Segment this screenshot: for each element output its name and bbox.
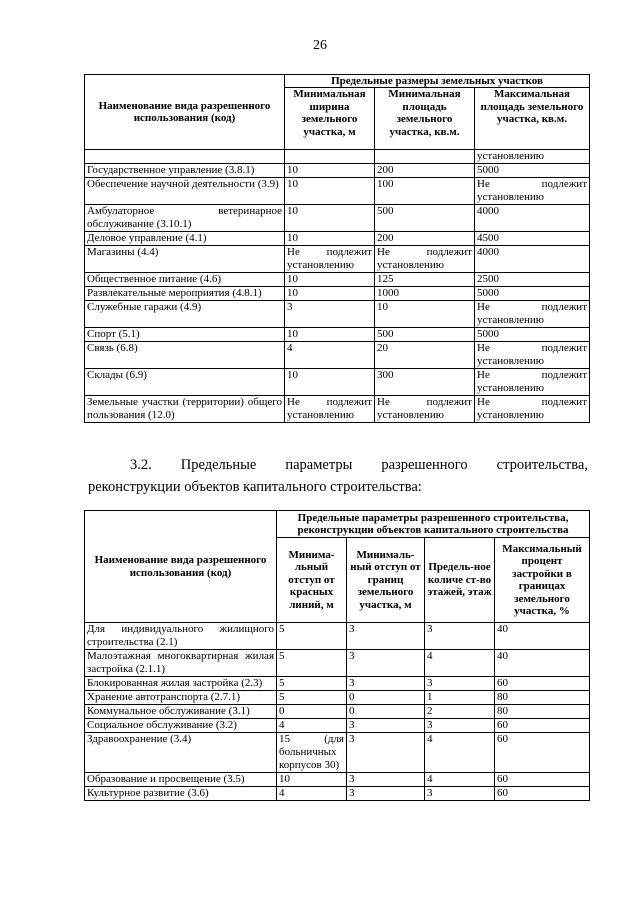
table-cell-value: 10 <box>285 328 375 342</box>
table-cell-value: 300 <box>375 369 475 396</box>
table-cell-value: 5000 <box>475 287 590 301</box>
table-cell-value: Не подлежит установлению <box>475 396 590 423</box>
table-row <box>85 623 590 650</box>
table-cell-value: 3 <box>347 650 425 677</box>
table-cell-value: 1000 <box>375 287 475 301</box>
table1-name-column-header: Наименование вида разрешенного использования (код) <box>85 75 285 150</box>
table-cell-value: 60 <box>495 787 590 801</box>
table-cell-name: Государственное управление (3.8.1) <box>85 164 285 178</box>
table-row <box>85 773 590 787</box>
table-cell-value: 0 <box>277 705 347 719</box>
table-row <box>85 787 590 801</box>
table-row <box>85 369 590 396</box>
table-cell-value: 4000 <box>475 205 590 232</box>
table-cell-value: 5 <box>277 650 347 677</box>
table-cell-name: Амбулаторное ветеринарное обслуживание (3.10.1) <box>85 205 285 232</box>
table-cell-value: 4 <box>277 719 347 733</box>
table-cell-value: 100 <box>375 178 475 205</box>
paragraph-number: 3.2. <box>130 457 152 473</box>
table-row <box>85 246 590 273</box>
table-row <box>85 650 590 677</box>
table-cell-value: Не подлежит установлению <box>285 396 375 423</box>
table-cell-value: Не подлежит установлению <box>285 246 375 273</box>
table-row <box>85 691 590 705</box>
table-cell-value: 3 <box>347 733 425 773</box>
construction-parameters-table <box>84 510 590 801</box>
table-cell-value: 60 <box>495 773 590 787</box>
table-cell-value: 15 (для больничных корпусов 30) <box>277 733 347 773</box>
table-cell-name: Малоэтажная многоквартирная жилая застройка (2.1.1) <box>85 650 277 677</box>
table-cell-value: 4500 <box>475 232 590 246</box>
table-cell-value: 1 <box>425 691 495 705</box>
table-cell-value: 0 <box>347 705 425 719</box>
table2-col-header-red-line-setback: Минима-льный отступ от красных линий, м <box>277 538 347 623</box>
table-cell-name: Хранение автотранспорта (2.7.1) <box>85 691 277 705</box>
table-cell-value: 10 <box>285 273 375 287</box>
table-cell-name: Магазины (4.4) <box>85 246 285 273</box>
table-cell-name: Деловое управление (4.1) <box>85 232 285 246</box>
table-cell-value: 5000 <box>475 164 590 178</box>
paragraph-line-1 <box>88 454 588 476</box>
table-cell-value: 10 <box>285 178 375 205</box>
table-cell-value: 3 <box>425 719 495 733</box>
table-cell-value: 40 <box>495 623 590 650</box>
table-cell-value: 10 <box>285 205 375 232</box>
table-cell-value: 10 <box>285 369 375 396</box>
table-cell-value: Не подлежит установлению <box>475 369 590 396</box>
table-cell-value: 0 <box>347 691 425 705</box>
table-cell-name: Обеспечение научной деятельности (3.9) <box>85 178 285 205</box>
table-cell-name: Коммунальное обслуживание (3.1) <box>85 705 277 719</box>
paragraph-word-2: параметры <box>285 457 353 473</box>
table-cell-value: 10 <box>285 232 375 246</box>
table-cell-value: Не подлежит установлению <box>475 301 590 328</box>
table-cell-value: 60 <box>495 733 590 773</box>
table1-body <box>85 150 590 423</box>
table-cell-value: 4 <box>277 787 347 801</box>
paragraph-word-3: разрешенного <box>381 457 468 473</box>
table-cell-value: 10 <box>375 301 475 328</box>
table-cell-value: 3 <box>285 301 375 328</box>
table-cell-value: 5000 <box>475 328 590 342</box>
table-cell-name: Здравоохранение (3.4) <box>85 733 277 773</box>
table2-col-header-boundary-setback: Минималь-ный отступ от границ земельного участка, м <box>347 538 425 623</box>
table-cell-value: 3 <box>425 787 495 801</box>
section-paragraph <box>88 454 588 498</box>
table-cell-value: 4 <box>285 342 375 369</box>
table-row <box>85 328 590 342</box>
table-cell-value: 80 <box>495 691 590 705</box>
table2-body <box>85 623 590 801</box>
table-cell-value: 20 <box>375 342 475 369</box>
table-row <box>85 705 590 719</box>
table-cell-name: Общественное питание (4.6) <box>85 273 285 287</box>
table-cell-name: Культурное развитие (3.6) <box>85 787 277 801</box>
table-cell-value: Не подлежит установлению <box>375 396 475 423</box>
table-row <box>85 164 590 178</box>
table-cell-value: 4000 <box>475 246 590 273</box>
table-cell-value: 3 <box>347 773 425 787</box>
table-row <box>85 677 590 691</box>
table-cell-value: 2500 <box>475 273 590 287</box>
table2-group-header: Предельные параметры разрешенного строительства, реконструкции объектов капитального строительства <box>277 511 590 538</box>
table-row <box>85 205 590 232</box>
table-cell-value: 200 <box>375 232 475 246</box>
table2-name-column-header: Наименование вида разрешенного использования (код) <box>85 511 277 623</box>
table-cell-name: Спорт (5.1) <box>85 328 285 342</box>
table-cell-value: 125 <box>375 273 475 287</box>
table1-col-header-max-area: Максимальная площадь земельного участка, кв.м. <box>475 88 590 150</box>
table-row <box>85 232 590 246</box>
table1-col-header-min-width: Минимальная ширина земельного участка, м <box>285 88 375 150</box>
table-cell-name: Склады (6.9) <box>85 369 285 396</box>
table-cell-value: 60 <box>495 677 590 691</box>
table-cell-name: Служебные гаражи (4.9) <box>85 301 285 328</box>
table-cell-value: 4 <box>425 773 495 787</box>
table2-col-header-max-coverage: Максимальный процент застройки в границах земельного участка, % <box>495 538 590 623</box>
table-cell-value: 3 <box>425 677 495 691</box>
table-cell-value: 5 <box>277 691 347 705</box>
table-cell-value: 3 <box>347 787 425 801</box>
table1-header-row-1 <box>85 75 590 88</box>
table-cell-value: 3 <box>347 719 425 733</box>
table-cell-value: 200 <box>375 164 475 178</box>
table-cell-name: Блокированная жилая застройка (2.3) <box>85 677 277 691</box>
land-plot-size-table <box>84 74 590 423</box>
table-cell-value: 10 <box>285 287 375 301</box>
table-cell-value: 10 <box>277 773 347 787</box>
table-cell-value: 5 <box>277 623 347 650</box>
table-cell-value: 10 <box>285 164 375 178</box>
table-row <box>85 287 590 301</box>
table2-col-header-floors: Предель-ное количе ст-во этажей, этаж <box>425 538 495 623</box>
table-cell-value: 3 <box>347 623 425 650</box>
table-cell-name <box>85 150 285 164</box>
table-cell-name: Земельные участки (территории) общего пользования (12.0) <box>85 396 285 423</box>
table-cell-value: 500 <box>375 205 475 232</box>
table-cell-value <box>285 150 375 164</box>
table-cell-value: 4 <box>425 650 495 677</box>
page-number: 26 <box>313 38 327 53</box>
table-cell-name: Социальное обслуживание (3.2) <box>85 719 277 733</box>
table-cell-value: 80 <box>495 705 590 719</box>
table-cell-name: Образование и просвещение (3.5) <box>85 773 277 787</box>
paragraph-word-4: строительства, <box>496 457 588 473</box>
table-cell-value: 500 <box>375 328 475 342</box>
table1-group-header: Предельные размеры земельных участков <box>285 75 590 88</box>
table-cell-value: 3 <box>425 623 495 650</box>
table-row <box>85 301 590 328</box>
paragraph-word-1: Предельные <box>180 457 257 473</box>
table-row <box>85 273 590 287</box>
table-cell-value: Не подлежит установлению <box>475 178 590 205</box>
table-cell-value: 3 <box>347 677 425 691</box>
table-cell-value: Не подлежит установлению <box>475 342 590 369</box>
table-cell-name: Для индивидуального жилищного строительства (2.1) <box>85 623 277 650</box>
table-row <box>85 396 590 423</box>
table-row <box>85 733 590 773</box>
paragraph-line-2: реконструкции объектов капитального строительства: <box>88 479 422 495</box>
table-row <box>85 178 590 205</box>
table-cell-value: Не подлежит установлению <box>375 246 475 273</box>
table-cell-value: 2 <box>425 705 495 719</box>
table-row <box>85 342 590 369</box>
table-cell-value: установлению <box>475 150 590 164</box>
table2-header-row-1 <box>85 511 590 538</box>
table-cell-value: 60 <box>495 719 590 733</box>
table-cell-name: Развлекательные мероприятия (4.8.1) <box>85 287 285 301</box>
table-cell-name: Связь (6.8) <box>85 342 285 369</box>
table1-continuation-row <box>85 150 590 164</box>
table-cell-value: 4 <box>425 733 495 773</box>
table-cell-value <box>375 150 475 164</box>
table-row <box>85 719 590 733</box>
table-cell-value: 40 <box>495 650 590 677</box>
table1-col-header-min-area: Минимальная площадь земельного участка, кв.м. <box>375 88 475 150</box>
table-cell-value: 5 <box>277 677 347 691</box>
